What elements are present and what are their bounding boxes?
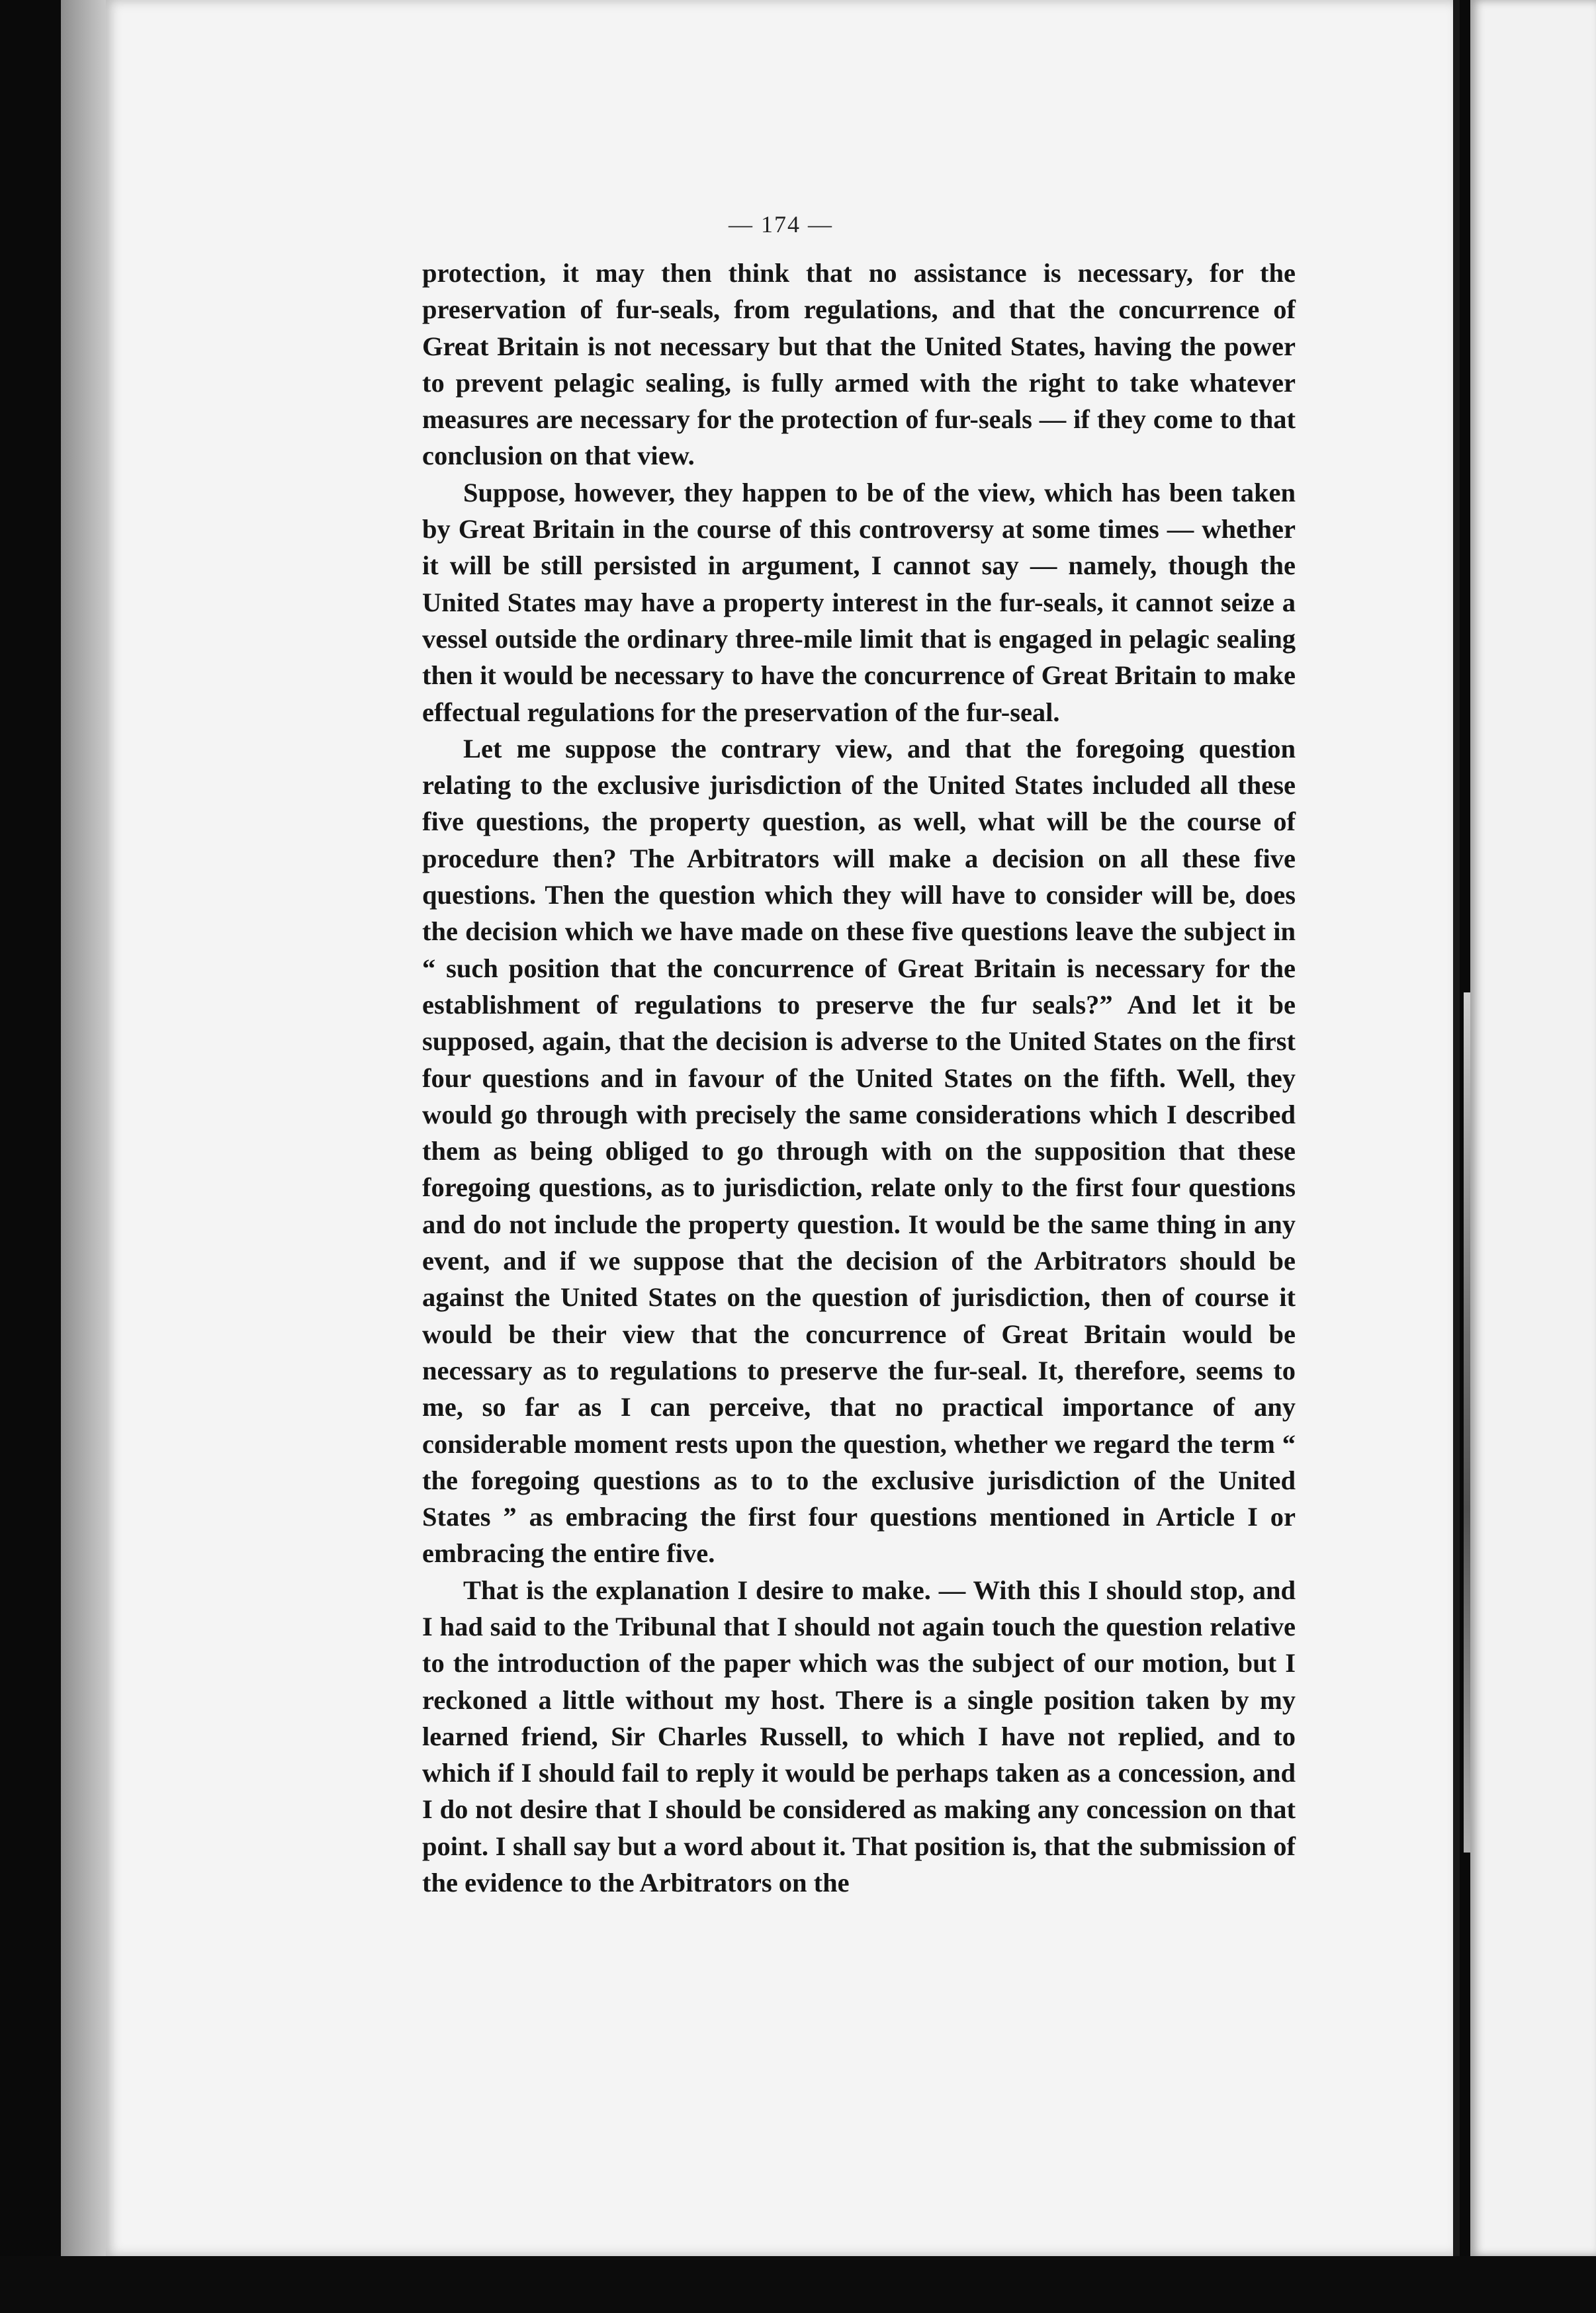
- film-bottom-border: [0, 2256, 1596, 2313]
- paragraph-2: Suppose, however, they happen to be of the view, which has been taken by Great Britain in the course of this controversy at some times — whether it will be still persisted in argument, I cannot say — namely, though the United States may have a property interest in the fur-seals, it cannot seize a vessel outside the ordinary three-mile limit that is engaged in pelagic sealing then it would be necessary to have the concurrence of Great Britain to make effectual regulations for the preservation of the fur-seal.: [422, 477, 1296, 727]
- paragraph-1: protection, it may then think that no assistance is necessary, for the preservation of fur-seals, from regulations, and that the concurrence of Great Britain is not necessary but that the United States, having the power to prevent pelagic sealing, is fully armed with the right to take whatever measures are necessary for the protection of fur-seals — if they come to that conclusion on that view.: [422, 258, 1296, 471]
- paragraph-3: Let me suppose the contrary view, and that the foregoing question relating to the exclusive jurisdiction of the United States included all these five questions, the property question, as well, what will be the course of procedure then? The Arbitrators will make a decision on all these five questions. Then the question which they will have to consider will be, does the decision which we have made on these five questions leave the subject in “ such position that the concurrence of Great Britain is necessary for the establishment of regulations to preserve the fur seals?” And let it be supposed, again, that the decision is adverse to the United States on the first four questions and in favour of the United States on the fifth. Well, they would go through with precisely the same considerations which I described them as being obliged to go through with on the supposition that these foregoing questions, as to jurisdiction, relate only to the first four questions and do not include the property question. It would be the same thing in any event, and if we suppose that the decision of the Arbitrators should be against the United States on the question of jurisdiction, then of course it would be their view that the concurrence of Great Britain would be necessary as to regulations to preserve the fur-seal. It, therefore, seems to me, so far as I can perceive, that no practical importance of any considerable moment rests upon the question, whether we regard the term “ the foregoing questions as to to the exclusive jurisdiction of the United States ” as embracing the first four questions mentioned in Article I or embracing the entire five.: [422, 733, 1296, 1569]
- page-number-header: — 174 —: [729, 211, 833, 238]
- page-body: [422, 255, 1296, 1901]
- facing-page: [1470, 0, 1596, 2256]
- page-gutter: [1453, 0, 1460, 2256]
- paragraph-4: That is the explanation I desire to make. — With this I should stop, and I had said to the Tribunal that I should not again touch the question relative to the introduction of the paper which was the subject of our motion, but I reckoned a little without my host. There is a single position taken by my learned friend, Sir Charles Russell, to which I have not replied, and to which if I should fail to reply it would be perhaps taken as a concession, and I do not desire that I should be considered as making any concession on that point. I shall say but a word about it. That position is, that the submission of the evidence to the Arbitrators on the: [422, 1575, 1296, 1898]
